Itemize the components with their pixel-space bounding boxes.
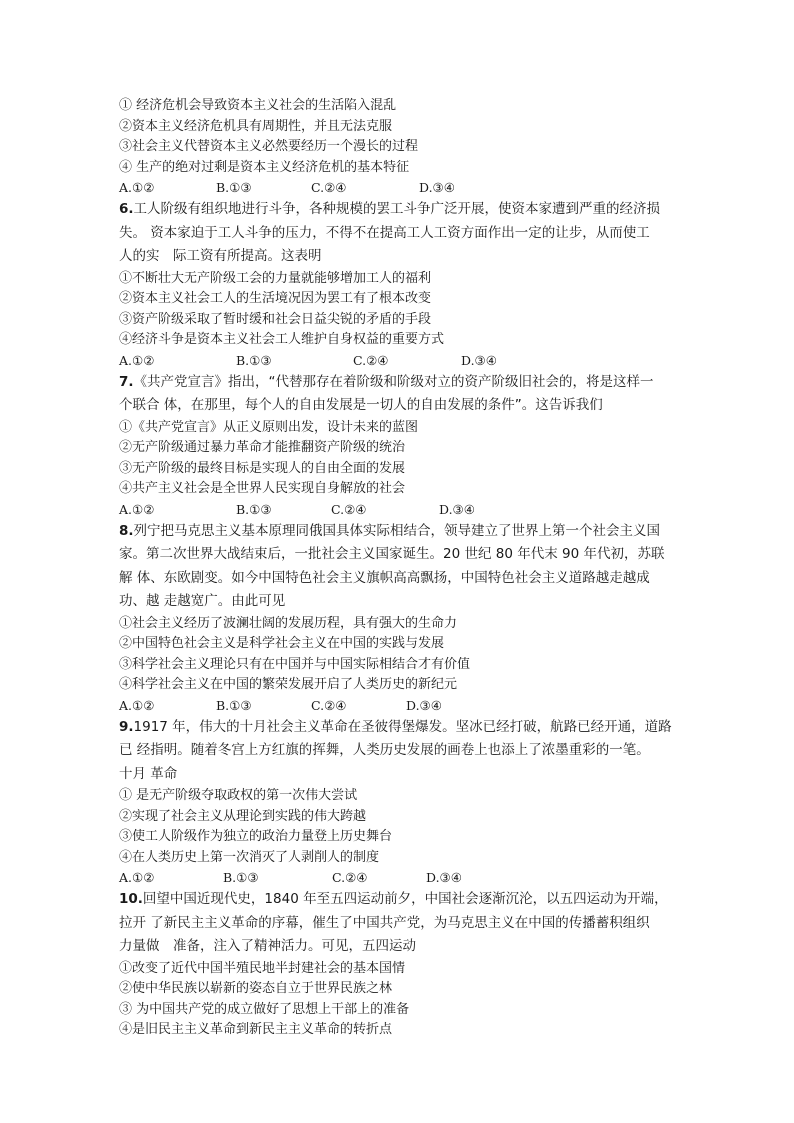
- answer-c: C.②④: [311, 180, 347, 195]
- answer-choices: [119, 868, 679, 888]
- answer-d: D.③④: [461, 352, 497, 368]
- option-2: ②无产阶级通过暴力革命才能推翻资产阶级的统治: [119, 440, 406, 455]
- option-1: ① 经济危机会导致资本主义社会的生活陷入混乱: [119, 98, 397, 113]
- answer-c: C.②④: [332, 870, 368, 885]
- question-stem-line: 拉开 了新民主主义革命的序幕，催生了中国共产党，为马克思主义在中国的传播蓄积组织: [119, 914, 650, 931]
- question-stem-line: 6.工人阶级有组织地进行斗争，各种规模的罢工斗争广泛开展，使资本家遭到严重的经济损: [119, 201, 661, 217]
- option-3: ③无产阶级的最终目标是实现人的自由全面的发展: [119, 460, 406, 476]
- answer-d: D.③④: [439, 501, 475, 517]
- option-4: ④是旧民主主义革命到新民主主义革命的转折点: [119, 1022, 393, 1037]
- option-3: ③使工人阶级作为独立的政治力量登上历史舞台: [119, 829, 393, 844]
- option-2: ②中国特色社会主义是科学社会主义在中国的实践与发展: [119, 636, 445, 651]
- question-stem-line: 9.1917 年，伟大的十月社会主义革命在圣彼得堡爆发。坚冰已经打破，航路已经开通，道路: [119, 718, 672, 735]
- question-stem-line: 个联合 体，在那里，每个人的自由发展是一切人的自由发展的条件”。这告诉我们: [119, 397, 603, 413]
- question-7: [119, 371, 679, 520]
- question-stem-line: 7.《共产党宣言》指出，“代替那存在着阶级和阶级对立的资产阶级旧社会的，将是这样一: [119, 373, 654, 390]
- option-1: ①《共产党宣言》从正义原则出发，设计未来的蓝图: [119, 419, 419, 435]
- question-6: [119, 198, 679, 371]
- question-stem-line: 10.回望中国近现代史，1840 年至五四运动前夕，中国社会逐渐沉沦，以五四运动为开端，: [119, 891, 668, 907]
- option-4: ④在人类历史上第一次消灭了人剥削人的制度: [119, 849, 380, 865]
- option-2: ②资本主义经济危机具有周期性，并且无法克服: [119, 118, 393, 134]
- question-number: 6.: [119, 201, 134, 217]
- answer-b: B.①③: [216, 180, 252, 195]
- answer-choices: [119, 178, 679, 198]
- option-1: ① 是无产阶级夺取政权的第一次伟大尝试: [119, 788, 358, 803]
- answer-choices: [119, 351, 679, 371]
- question-stem-line: 功、越 走越宽广。由此可见: [119, 593, 286, 609]
- question-stem-line: 十月 革命: [119, 765, 178, 782]
- question-stem-line: 失。 资本家迫于工人斗争的压力，不得不在提高工人工资方面作出一定的让步，从而使工: [119, 224, 650, 241]
- answer-a: A.①②: [119, 180, 155, 195]
- answer-b: B.①③: [236, 352, 272, 368]
- question-number: 9.: [119, 718, 134, 735]
- question-stem-line: 家。第二次世界大战结束后，一批社会主义国家诞生。20 世纪 80 年代末 90 年代初，苏联: [119, 546, 665, 562]
- option-1: ①改变了近代中国半殖民地半封建社会的基本国情: [119, 960, 406, 976]
- answer-choices: [119, 500, 679, 520]
- question-stem-line: 力量做 准备，注入了精神活力。可见，五四运动: [119, 938, 416, 954]
- question-number: 8.: [119, 522, 134, 539]
- question-stem-line: 人的实 际工资有所提高。这表明: [119, 248, 322, 264]
- option-2: ②资本主义社会工人的生活境况因为罢工有了根本改变: [119, 291, 432, 306]
- question-content: [119, 96, 679, 1041]
- answer-d: D.③④: [406, 697, 442, 713]
- answer-a: A.①②: [119, 501, 155, 517]
- option-3: ③科学社会主义理论只有在中国并与中国实际相结合才有价值: [119, 656, 471, 672]
- option-4: ④共产主义社会是全世界人民实现自身解放的社会: [119, 481, 406, 496]
- option-2: ②实现了社会主义从理论到实践的伟大跨越: [119, 808, 367, 824]
- option-4: ④经济斗争是资本主义社会工人维护自身权益的重要方式: [119, 332, 445, 347]
- answer-b: B.①③: [216, 697, 252, 713]
- question-5: [119, 96, 679, 198]
- question-10: [119, 888, 679, 1041]
- question-stem-line: 解 体、东欧剧变。如今中国特色社会主义旗帜高高飘扬，中国特色社会主义道路越走越成: [119, 569, 650, 586]
- answer-a: A.①②: [119, 697, 155, 713]
- question-stem-line: 8.列宁把马克思主义基本原理同俄国具体实际相结合，领导建立了世界上第一个社会主义国: [119, 522, 661, 539]
- question-stem-line: 已 经指明。随着冬宫上方红旗的挥舞，人类历史发展的画卷上也添上了浓墨重彩的一笔。: [119, 742, 650, 758]
- answer-a: A.①②: [119, 870, 155, 885]
- answer-c: C.②④: [353, 352, 389, 368]
- answer-b: B.①③: [236, 501, 272, 517]
- question-9: [119, 716, 679, 889]
- answer-b: B.①③: [223, 870, 259, 885]
- answer-a: A.①②: [119, 352, 155, 368]
- answer-d: D.③④: [419, 180, 455, 195]
- option-3: ③社会主义代替资本主义必然要经历一个漫长的过程: [119, 139, 419, 154]
- answer-d: D.③④: [426, 870, 462, 885]
- option-4: ④ 生产的绝对过剩是资本主义经济危机的基本特征: [119, 159, 410, 175]
- option-3: ③ 为中国共产党的成立做好了思想上干部上的准备: [119, 1001, 410, 1017]
- option-3: ③资产阶级采取了暂时缓和社会日益尖锐的矛盾的手段: [119, 311, 432, 327]
- question-8: [119, 520, 679, 716]
- option-2: ②使中华民族以崭新的姿态自立于世界民族之林: [119, 981, 393, 996]
- answer-c: C.②④: [331, 501, 367, 517]
- question-number: 10.: [119, 891, 143, 907]
- option-1: ①社会主义经历了波澜壮阔的发展历程，具有强大的生命力: [119, 615, 458, 631]
- option-4: ④科学社会主义在中国的繁荣发展开启了人类历史的新纪元: [119, 677, 458, 692]
- option-1: ①不断壮大无产阶级工会的力量就能够增加工人的福利: [119, 270, 432, 286]
- question-number: 7.: [119, 373, 134, 390]
- answer-choices: [119, 696, 679, 716]
- answer-c: C.②④: [311, 697, 347, 713]
